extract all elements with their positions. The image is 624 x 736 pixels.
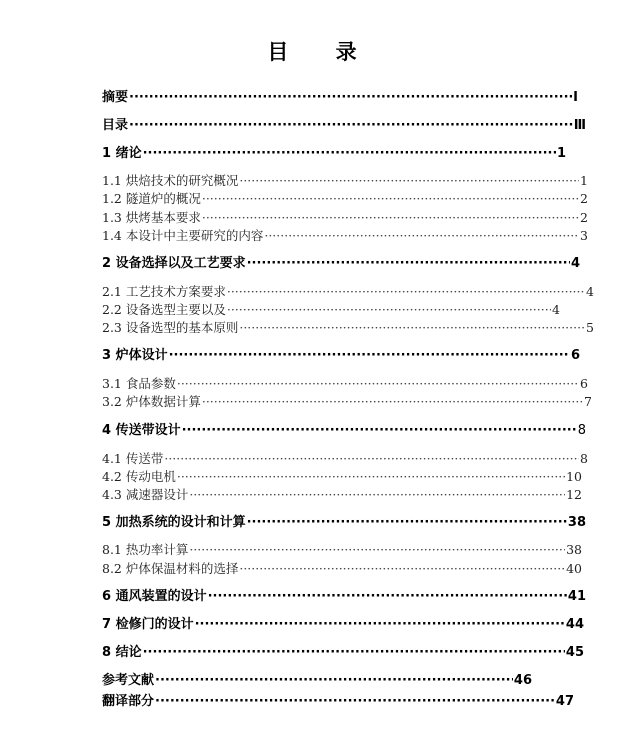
toc-entry-ch4[interactable]: [102, 422, 586, 440]
toc-entry-references[interactable]: [102, 672, 532, 690]
toc-entry-text: 8 结论: [102, 645, 142, 660]
leader-dots: [202, 190, 579, 208]
toc-entry-1-4[interactable]: [102, 227, 588, 245]
toc-entry-ch6[interactable]: [102, 588, 586, 606]
toc-entry-text: 5 加热系统的设计和计算: [102, 515, 246, 530]
toc-entry-text: 1.2 隧道炉的概况: [102, 191, 201, 206]
leader-dots: [143, 145, 556, 163]
toc-entry-page: 38: [566, 542, 582, 557]
toc-entry-page: 3: [580, 228, 588, 243]
toc-entry-1-3[interactable]: [102, 209, 588, 227]
toc-entry-page: 47: [555, 694, 574, 709]
leader-dots: [264, 227, 579, 245]
toc-entry-page: 40: [566, 561, 582, 576]
toc-entry-8-2[interactable]: [102, 560, 582, 578]
leader-dots: [129, 89, 572, 107]
leader-dots: [227, 301, 551, 319]
toc-entry-text: 摘要: [102, 90, 129, 105]
leader-dots: [182, 422, 577, 440]
toc-entry-page: 4: [552, 302, 560, 317]
leader-dots: [177, 375, 579, 393]
toc-entry-text: 4 传送带设计: [102, 423, 181, 438]
leader-dots: [208, 588, 567, 606]
leader-dots: [189, 541, 565, 559]
toc-entry-text: 2 设备选择以及工艺要求: [102, 256, 246, 271]
toc-entry-abstract[interactable]: [102, 89, 578, 107]
toc-entry-page: 45: [565, 645, 584, 660]
leader-dots: [239, 560, 565, 578]
leader-dots: [239, 319, 585, 337]
toc-entry-contents[interactable]: [102, 117, 586, 135]
toc-entry-3-2[interactable]: [102, 393, 592, 411]
toc-entry-ch3[interactable]: [102, 347, 580, 365]
toc-entry-2-1[interactable]: [102, 283, 594, 301]
leader-dots: [227, 283, 585, 301]
leader-dots: [195, 616, 565, 634]
toc-entry-page: 44: [565, 617, 584, 632]
leader-dots: [155, 672, 513, 690]
toc-entry-text: 2.1 工艺技术方案要求: [102, 284, 226, 299]
leader-dots: [129, 117, 573, 135]
toc-entry-1-2[interactable]: [102, 190, 588, 208]
toc-entry-ch8[interactable]: [102, 644, 584, 662]
toc-entry-page: Ⅲ: [573, 118, 586, 133]
toc-entry-ch2[interactable]: [102, 255, 580, 273]
toc-entry-page: 8: [580, 451, 588, 466]
toc-entry-text: 4.1 传送带: [102, 451, 164, 466]
toc-entry-text: 3.2 炉体数据计算: [102, 394, 201, 409]
leader-dots: [177, 468, 565, 486]
toc-entry-page: I: [573, 90, 578, 105]
toc-entry-page: 8: [577, 423, 586, 438]
toc-entry-ch1[interactable]: [102, 145, 566, 163]
toc-entry-text: 1.3 烘烤基本要求: [102, 210, 201, 225]
toc-entry-page: 2: [580, 191, 588, 206]
toc-entry-text: 4.2 传动电机: [102, 469, 176, 484]
toc-entry-page: 10: [566, 469, 582, 484]
toc-entry-text: 2.3 设备选型的基本原则: [102, 320, 239, 335]
toc-entry-page: 2: [580, 210, 588, 225]
toc-entry-text: 2.2 设备选型主要以及: [102, 302, 226, 317]
toc-entry-1-1[interactable]: [102, 172, 588, 190]
leader-dots: [202, 393, 583, 411]
toc-entry-page: 12: [566, 487, 582, 502]
toc-entry-page: 41: [567, 589, 586, 604]
toc-entry-text: 3 炉体设计: [102, 348, 168, 363]
toc-entry-page: 7: [584, 394, 592, 409]
toc-entry-ch7[interactable]: [102, 616, 584, 634]
toc-entry-4-1[interactable]: [102, 450, 588, 468]
leader-dots: [239, 172, 579, 190]
leader-dots: [247, 255, 570, 273]
toc-entry-text: 1 绪论: [102, 146, 142, 161]
page-title: 目 录: [267, 40, 377, 64]
leader-dots: [247, 514, 567, 532]
toc-entry-page: 38: [567, 515, 586, 530]
toc-entry-3-1[interactable]: [102, 375, 588, 393]
toc-entry-text: 7 检修门的设计: [102, 617, 194, 632]
toc-entry-text: 6 通风装置的设计: [102, 589, 207, 604]
leader-dots: [164, 450, 579, 468]
toc-entry-2-3[interactable]: [102, 319, 594, 337]
toc-entry-text: 8.2 炉体保温材料的选择: [102, 561, 239, 576]
toc-entry-text: 参考文献: [102, 673, 155, 688]
toc-entry-2-2[interactable]: [102, 301, 560, 319]
toc-entry-translation[interactable]: [102, 693, 574, 711]
toc-entry-4-2[interactable]: [102, 468, 582, 486]
toc-entry-ch5[interactable]: [102, 514, 586, 532]
toc-entry-page: 46: [513, 673, 532, 688]
leader-dots: [202, 209, 579, 227]
toc-entry-page: 6: [570, 348, 580, 363]
toc-entry-page: 5: [586, 320, 594, 335]
toc-entry-text: 1.4 本设计中主要研究的内容: [102, 228, 264, 243]
toc-entry-page: 6: [580, 376, 588, 391]
toc-entry-text: 目录: [102, 118, 129, 133]
toc-entry-page: 1: [580, 173, 588, 188]
toc-entry-4-3[interactable]: [102, 486, 582, 504]
toc-entry-text: 4.3 减速器设计: [102, 487, 189, 502]
toc-entry-text: 翻译部分: [102, 694, 155, 709]
toc-entry-page: 1: [556, 146, 566, 161]
leader-dots: [169, 347, 570, 365]
toc-entry-text: 8.1 热功率计算: [102, 542, 189, 557]
toc-entry-8-1[interactable]: [102, 541, 582, 559]
leader-dots: [155, 693, 555, 711]
leader-dots: [143, 644, 565, 662]
leader-dots: [189, 486, 565, 504]
toc-entry-page: 4: [570, 256, 580, 271]
toc-entry-page: 4: [586, 284, 594, 299]
toc-entry-text: 1.1 烘焙技术的研究概况: [102, 173, 239, 188]
toc-entry-text: 3.1 食品参数: [102, 376, 176, 391]
